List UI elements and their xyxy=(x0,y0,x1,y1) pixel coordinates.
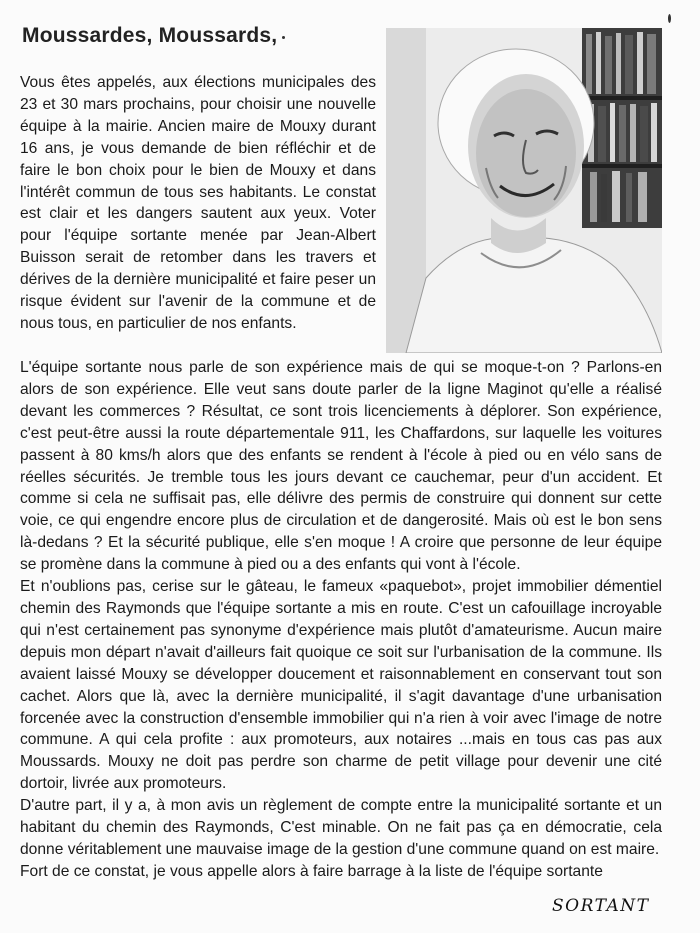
portrait-photo xyxy=(386,28,662,353)
headline: Moussardes, Moussards, xyxy=(22,24,278,47)
paragraph-reglement: D'autre part, il y a, à mon avis un règlement de compte entre la municipalité sortante et un habitant du chemin des Raymonds, C'est minable. On ne fait pas ça en démocratie, cela donne véritablement une mauvaise image de la gestion d'une commune quand on est maire. xyxy=(20,797,662,858)
intro-paragraph: Vous êtes appelés, aux élections municipales des 23 et 30 mars prochains, pour choisir une nouvelle équipe à la mairie. Ancien maire de Mouxy durant 16 ans, je vous demande de bien réfléchir et de faire le bon choix pour le bien de Mouxy et dans l'intérêt commun de tous ses habitants. Le constat est clair et les dangers sautent aux yeux. Voter pour l'équipe sortante menée par Jean-Albert Buisson serait de retomber dans les travers et dérives de la dernière municipalité et faire peser un risque évident sur l'avenir de la commune et de nous tous, en particulier de nos enfants. xyxy=(20,74,376,332)
scan-speck xyxy=(668,14,671,23)
handwritten-annotation: SORTANT xyxy=(552,896,650,916)
paragraph-paquebot: Et n'oublions pas, cerise sur le gâteau, le fameux «paquebot», projet immobilier démentiel chemin des Raymonds que l'équipe sortante a mis en route. C'est un cafouillage incroyable qui n'est certainement pas synonyme d'expérience mais plutôt d'amateurisme. Aucun maire depuis mon départ n'avait d'ailleurs fait quoique ce soit sur l'urbanisation de la commune. Ils avaient laissé Mouxy se développer doucement et raisonnablement en conservant tout son cachet. Alors que là, avec la dernière municipalité, il s'agit davantage d'une urbanisation forcenée avec la construction d'ensemble immobilier qui n'a rien à voir avec l'image de notre commune. A qui cela profite : aux promoteurs, aux notaires ...mais en tous cas pas aux Moussards. Mouxy ne doit pas perdre son charme de petit village pour devenir une cité dortoir, livrée aux promoteurs. xyxy=(20,578,662,793)
paragraph-experience: L'équipe sortante nous parle de son expérience mais de qui se moque-t-on ? Parlons-en alors de son expérience. Elle veut sans doute parler de la ligne Maginot qu'elle a réalisé devant les commerces ? Résultat, ce sont trois licenciements à déplorer. Son expérience, c'est peut-être aussi la route départementale 911, les Chaffardons, sur laquelle les voitures passent à 80 kms/h alors que des enfants se rendent à l'école à pied ou en vélo sans de réelles sécurités. Je tremble tous les jours devant ce cauchemar, peur d'un accident. Et comme si cela ne suffisait pas, elle délivre des permis de construire qui donnent sur cette voie, ce qui engendre encore plus de circulation et de dangerosité. Mais où est le bon sens là-dedans ? Et la sécurité publique, elle s'en moque ! A croire que personne de leur équipe se promène dans la commune à pied ou a des enfants qui vont à l'école. xyxy=(20,359,662,574)
paragraph-conclusion: Fort de ce constat, je vous appelle alors à faire barrage à la liste de l'équipe sortante xyxy=(20,862,603,880)
body-text xyxy=(20,357,662,883)
scan-speck xyxy=(282,36,285,39)
intro-column xyxy=(20,72,376,335)
